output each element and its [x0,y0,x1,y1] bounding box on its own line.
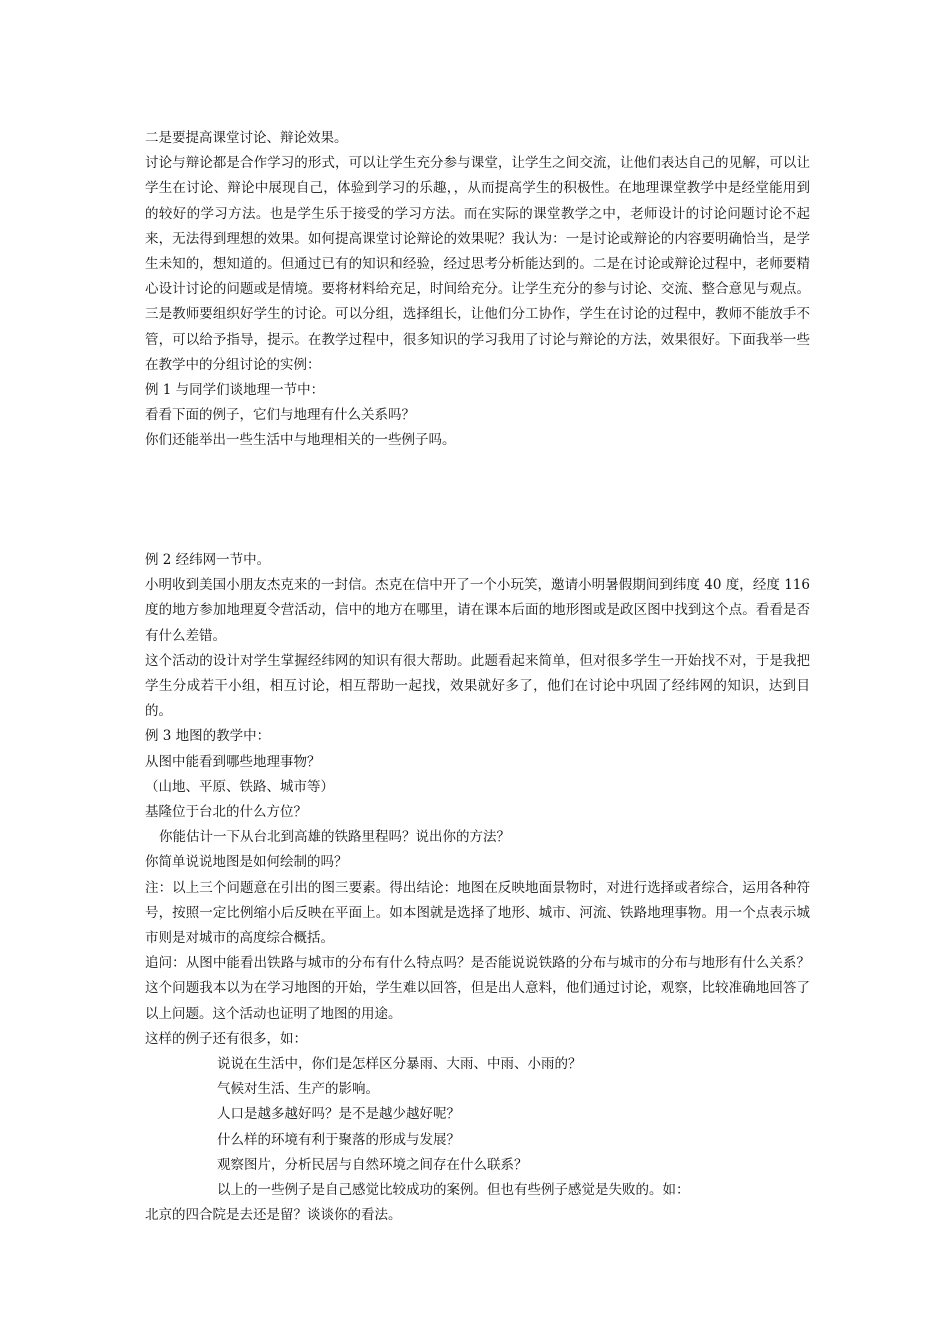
more-example-item: 人口是越多越好吗？是不是越少越好呢？ [217,1106,460,1123]
more-example-item: 气候对生活、生产的影响。 [217,1081,379,1098]
section-examples [145,548,810,1228]
note-paragraph: 注：以上三个问题意在引出的图三要素。得出结论：地图在反映地面景物时，对进行选择或者综合，运用各种符号，按照一定比例缩小后反映在平面上。如本图就是选择了地形、城市、河流、铁路地理事物。用一个点表示城市则是对城市的高度综合概括。 [145,879,810,947]
example-3-question-4: 你简单说说地图是如何绘制的吗？ [145,854,348,871]
followup-paragraph: 追问：从图中能看出铁路与城市的分布有什么特点吗？是否能说说铁路的分布与城市的分布与地形有什么关系？这个问题我本以为在学习地图的开始，学生难以回答，但是出人意料，他们通过讨论，观察，比较准确地回答了以上问题。这个活动也证明了地图的用途。 [145,955,810,1022]
more-examples-intro: 这样的例子还有很多，如： [145,1030,307,1047]
example-2-comment: 这个活动的设计对学生掌握经纬网的知识有很大帮助。此题看起来简单，但对很多学生一开始找不对，于是我把学生分成若干小组，相互讨论，相互帮助一起找，效果就好多了，他们在讨论中巩固了经纬网的知识，达到目的。 [145,652,810,720]
more-example-item: 以上的一些例子是自己感觉比较成功的案例。但也有些例子感觉是失败的。如： [217,1182,690,1199]
section-heading: 二是要提高课堂讨论、辩论效果。 [145,130,348,146]
more-example-item: 说说在生活中，你们是怎样区分暴雨、大雨、中雨、小雨的？ [217,1056,582,1073]
example-3-question-1: 从图中能看到哪些地理事物？ [145,753,321,770]
final-question: 北京的四合院是去还是留？谈谈你的看法。 [145,1207,402,1224]
more-example-item: 什么样的环境有利于聚落的形成与发展？ [217,1131,460,1148]
section-discussion [145,126,810,454]
example-1-question-1: 看看下面的例子，它们与地理有什么关系吗？ [145,407,415,424]
example-1-title: 例 1 与同学们谈地理一节中： [145,382,325,399]
example-2-title: 例 2 经纬网一节中。 [145,552,271,568]
example-2-paragraph: 小明收到美国小朋友杰克来的一封信。杰克在信中开了一个小玩笑，邀请小明暑假期间到纬度 40 度，经度 116 度的地方参加地理夏令营活动，信中的地方在哪里，请在课本后面的地形图或是政区图中找到这个点。看看是否有什么差错。 [145,577,810,644]
example-3-answer-1: （山地、平原、铁路、城市等） [145,778,334,795]
example-3-title: 例 3 地图的教学中： [145,728,271,745]
example-3-question-2: 基隆位于台北的什么方位？ [145,804,307,821]
more-example-item: 观察图片，分析民居与自然环境之间存在什么联系？ [217,1156,528,1173]
example-1-question-2: 你们还能举出一些生活中与地理相关的一些例子吗。 [145,432,456,449]
section-paragraph: 讨论与辩论都是合作学习的形式，可以让学生充分参与课堂，让学生之间交流，让他们表达自己的见解，可以让学生在讨论、辩论中展现自己，体验到学习的乐趣，，从而提高学生的积极性。在地理课堂教学中是经堂能用到的较好的学习方法。也是学生乐于接受的学习方法。而在实际的课堂教学之中，老师设计的讨论问题讨论不起来，无法得到理想的效果。如何提高课堂讨论辩论的效果呢？我认为：一是讨论或辩论的内容要明确恰当，是学生未知的，想知道的。但通过已有的知识和经验，经过思考分析能达到的。二是在讨论或辩论过程中，老师要精心设计讨论的问题或是情境。要将材料给充足，时间给充分。让学生充分的参与讨论、交流、整合意见与观点。三是教师要组织好学生的讨论。可以分组，选择组长，让他们分工协作，学生在讨论的过程中，教师不能放手不管，可以给予指导，提示。在教学过程中，很多知识的学习我用了讨论与辩论的方法，效果很好。下面我举一些在教学中的分组讨论的实例： [145,155,810,373]
example-3-question-3: 你能估计一下从台北到高雄的铁路里程吗？说出你的方法？ [159,829,510,846]
